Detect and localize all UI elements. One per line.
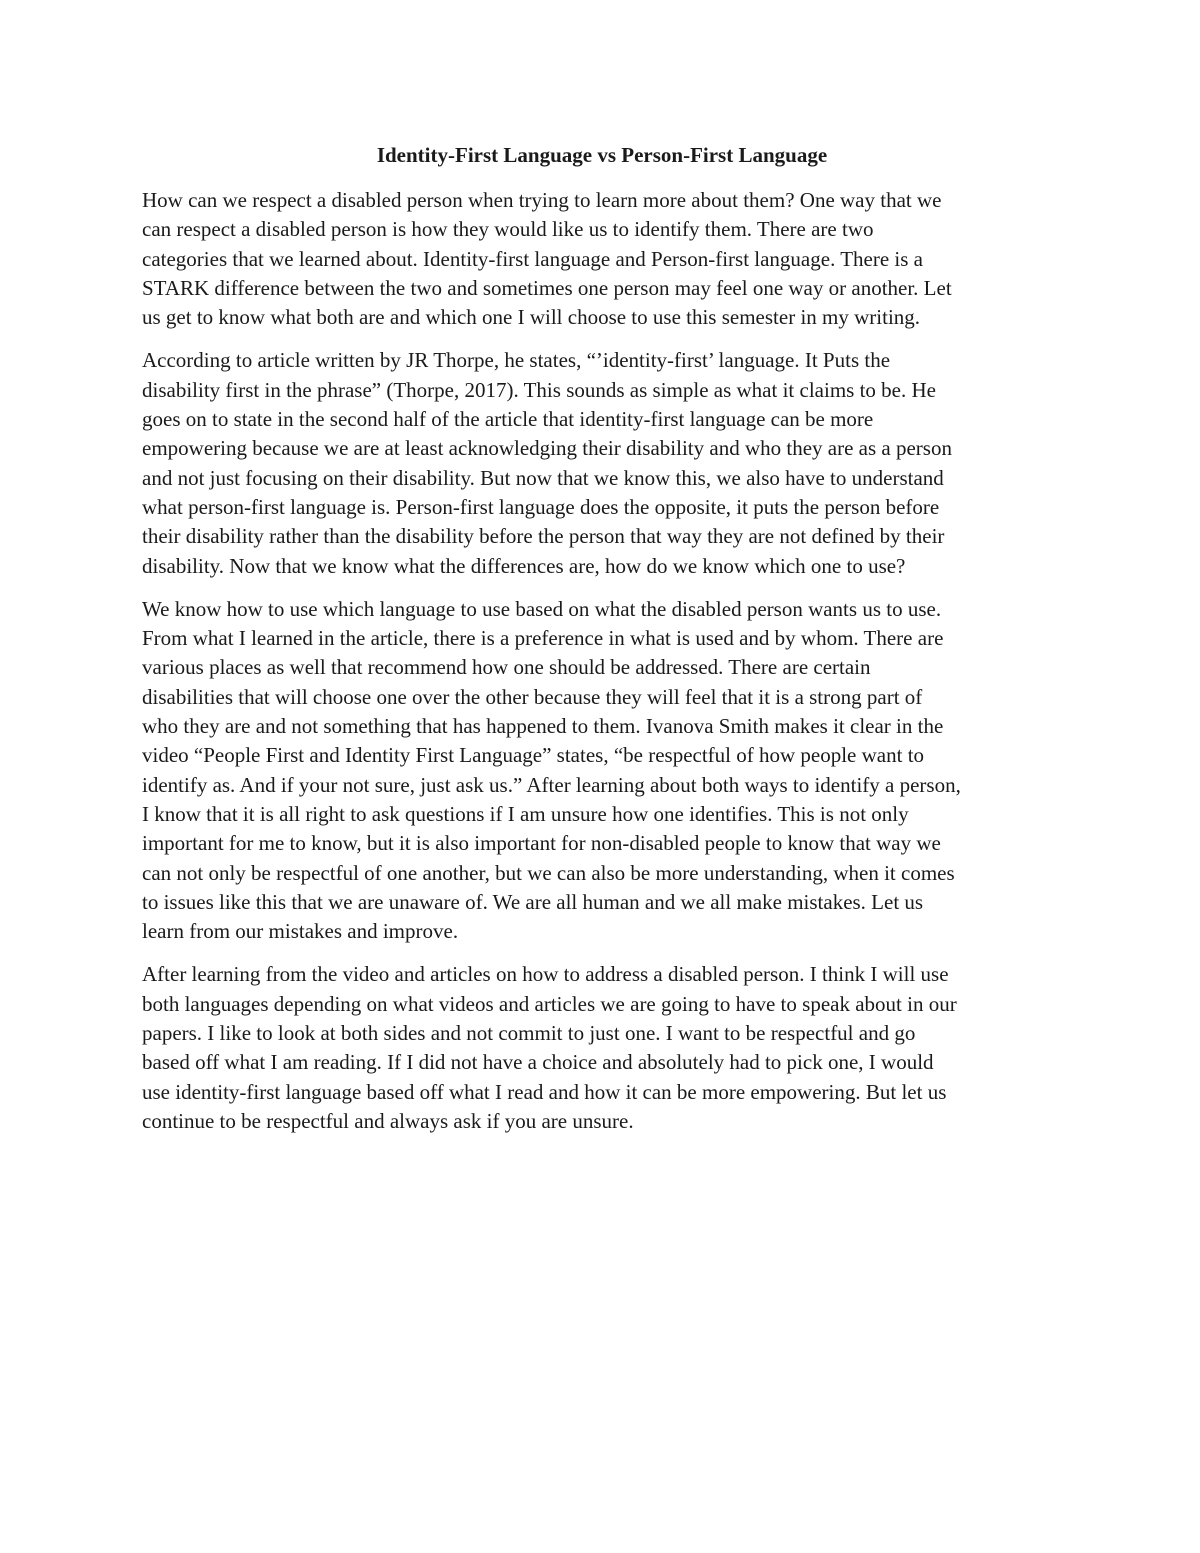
paragraph-line: use identity-first language based off what I read and how it can be more empowering. But let us — [142, 1079, 947, 1104]
paragraph-line: can not only be respectful of one another, but we can also be more understanding, when it comes — [142, 860, 955, 885]
paragraph-line: categories that we learned about. Identity-first language and Person-first language. There is a — [142, 246, 923, 271]
document-title: Identity-First Language vs Person-First Language — [376, 143, 828, 167]
paragraph-line: who they are and not something that has happened to them. Ivanova Smith makes it clear in the — [142, 714, 944, 739]
paragraph-line: us get to know what both are and which one I will choose to use this semester in my writing. — [142, 305, 921, 330]
paragraph-line: disability. Now that we know what the differences are, how do we know which one to use? — [142, 553, 906, 578]
paragraph-4 — [142, 960, 1062, 1136]
paragraph-line: According to article written by JR Thorpe, he states, “’identity-first’ language. It Puts the — [142, 348, 891, 373]
paragraph-line: various places as well that recommend how one should be addressed. There are certain — [142, 655, 871, 680]
paragraphs-container — [142, 186, 1062, 1136]
paragraph-line: STARK difference between the two and sometimes one person may feel one way or another. Let — [142, 275, 952, 300]
paragraph-line: How can we respect a disabled person when trying to learn more about them? One way that we — [142, 188, 942, 212]
paragraph-line: After learning from the video and articles on how to address a disabled person. I think I will use — [142, 962, 949, 987]
paragraph-line: identify as. And if your not sure, just ask us.” After learning about both ways to identify a person, — [142, 772, 961, 797]
paragraph-line: their disability rather than the disability before the person that way they are not defined by their — [142, 524, 945, 549]
paragraph-2 — [142, 346, 1062, 580]
paragraph-line: papers. I like to look at both sides and not commit to just one. I want to be respectful and go — [142, 1021, 916, 1046]
paragraph-line: and not just focusing on their disability. But now that we know this, we also have to understand — [142, 465, 944, 490]
paragraph-line: disability first in the phrase” (Thorpe, 2017). This sounds as simple as what it claims to be. He — [142, 377, 936, 402]
paragraph-line: what person-first language is. Person-first language does the opposite, it puts the person before — [142, 494, 940, 519]
paragraph-line: goes on to state in the second half of the article that identity-first language can be more — [142, 407, 874, 432]
paragraph-line: to issues like this that we are unaware of. We are all human and we all make mistakes. Let us — [142, 889, 924, 914]
paragraph-line: important for me to know, but it is also important for non-disabled people to know that way we — [142, 831, 941, 856]
paragraph-line: both languages depending on what videos and articles we are going to have to speak about in our — [142, 991, 957, 1016]
paragraph-line: continue to be respectful and always ask if you are unsure. — [142, 1108, 634, 1133]
paragraph-line: disabilities that will choose one over the other because they will feel that it is a strong part of — [142, 684, 923, 709]
paragraph-1 — [142, 186, 1062, 332]
paragraph-line: video “People First and Identity First Language” states, “be respectful of how people want to — [142, 743, 925, 768]
paragraph-line: I know that it is all right to ask questions if I am unsure how one identifies. This is not only — [142, 801, 909, 826]
paragraph-line: can respect a disabled person is how they would like us to identify them. There are two — [142, 217, 874, 242]
paragraph-line: From what I learned in the article, there is a preference in what is used and by whom. There are — [142, 626, 944, 651]
document-body — [142, 140, 1062, 1150]
paragraph-line: empowering because we are at least acknowledging their disability and who they are as a person — [142, 436, 952, 461]
paragraph-line: learn from our mistakes and improve. — [142, 919, 459, 944]
paragraph-line: based off what I am reading. If I did not have a choice and absolutely had to pick one, I would — [142, 1050, 934, 1075]
paragraph-3 — [142, 595, 1062, 947]
paragraph-line: We know how to use which language to use based on what the disabled person wants us to use. — [142, 596, 942, 621]
